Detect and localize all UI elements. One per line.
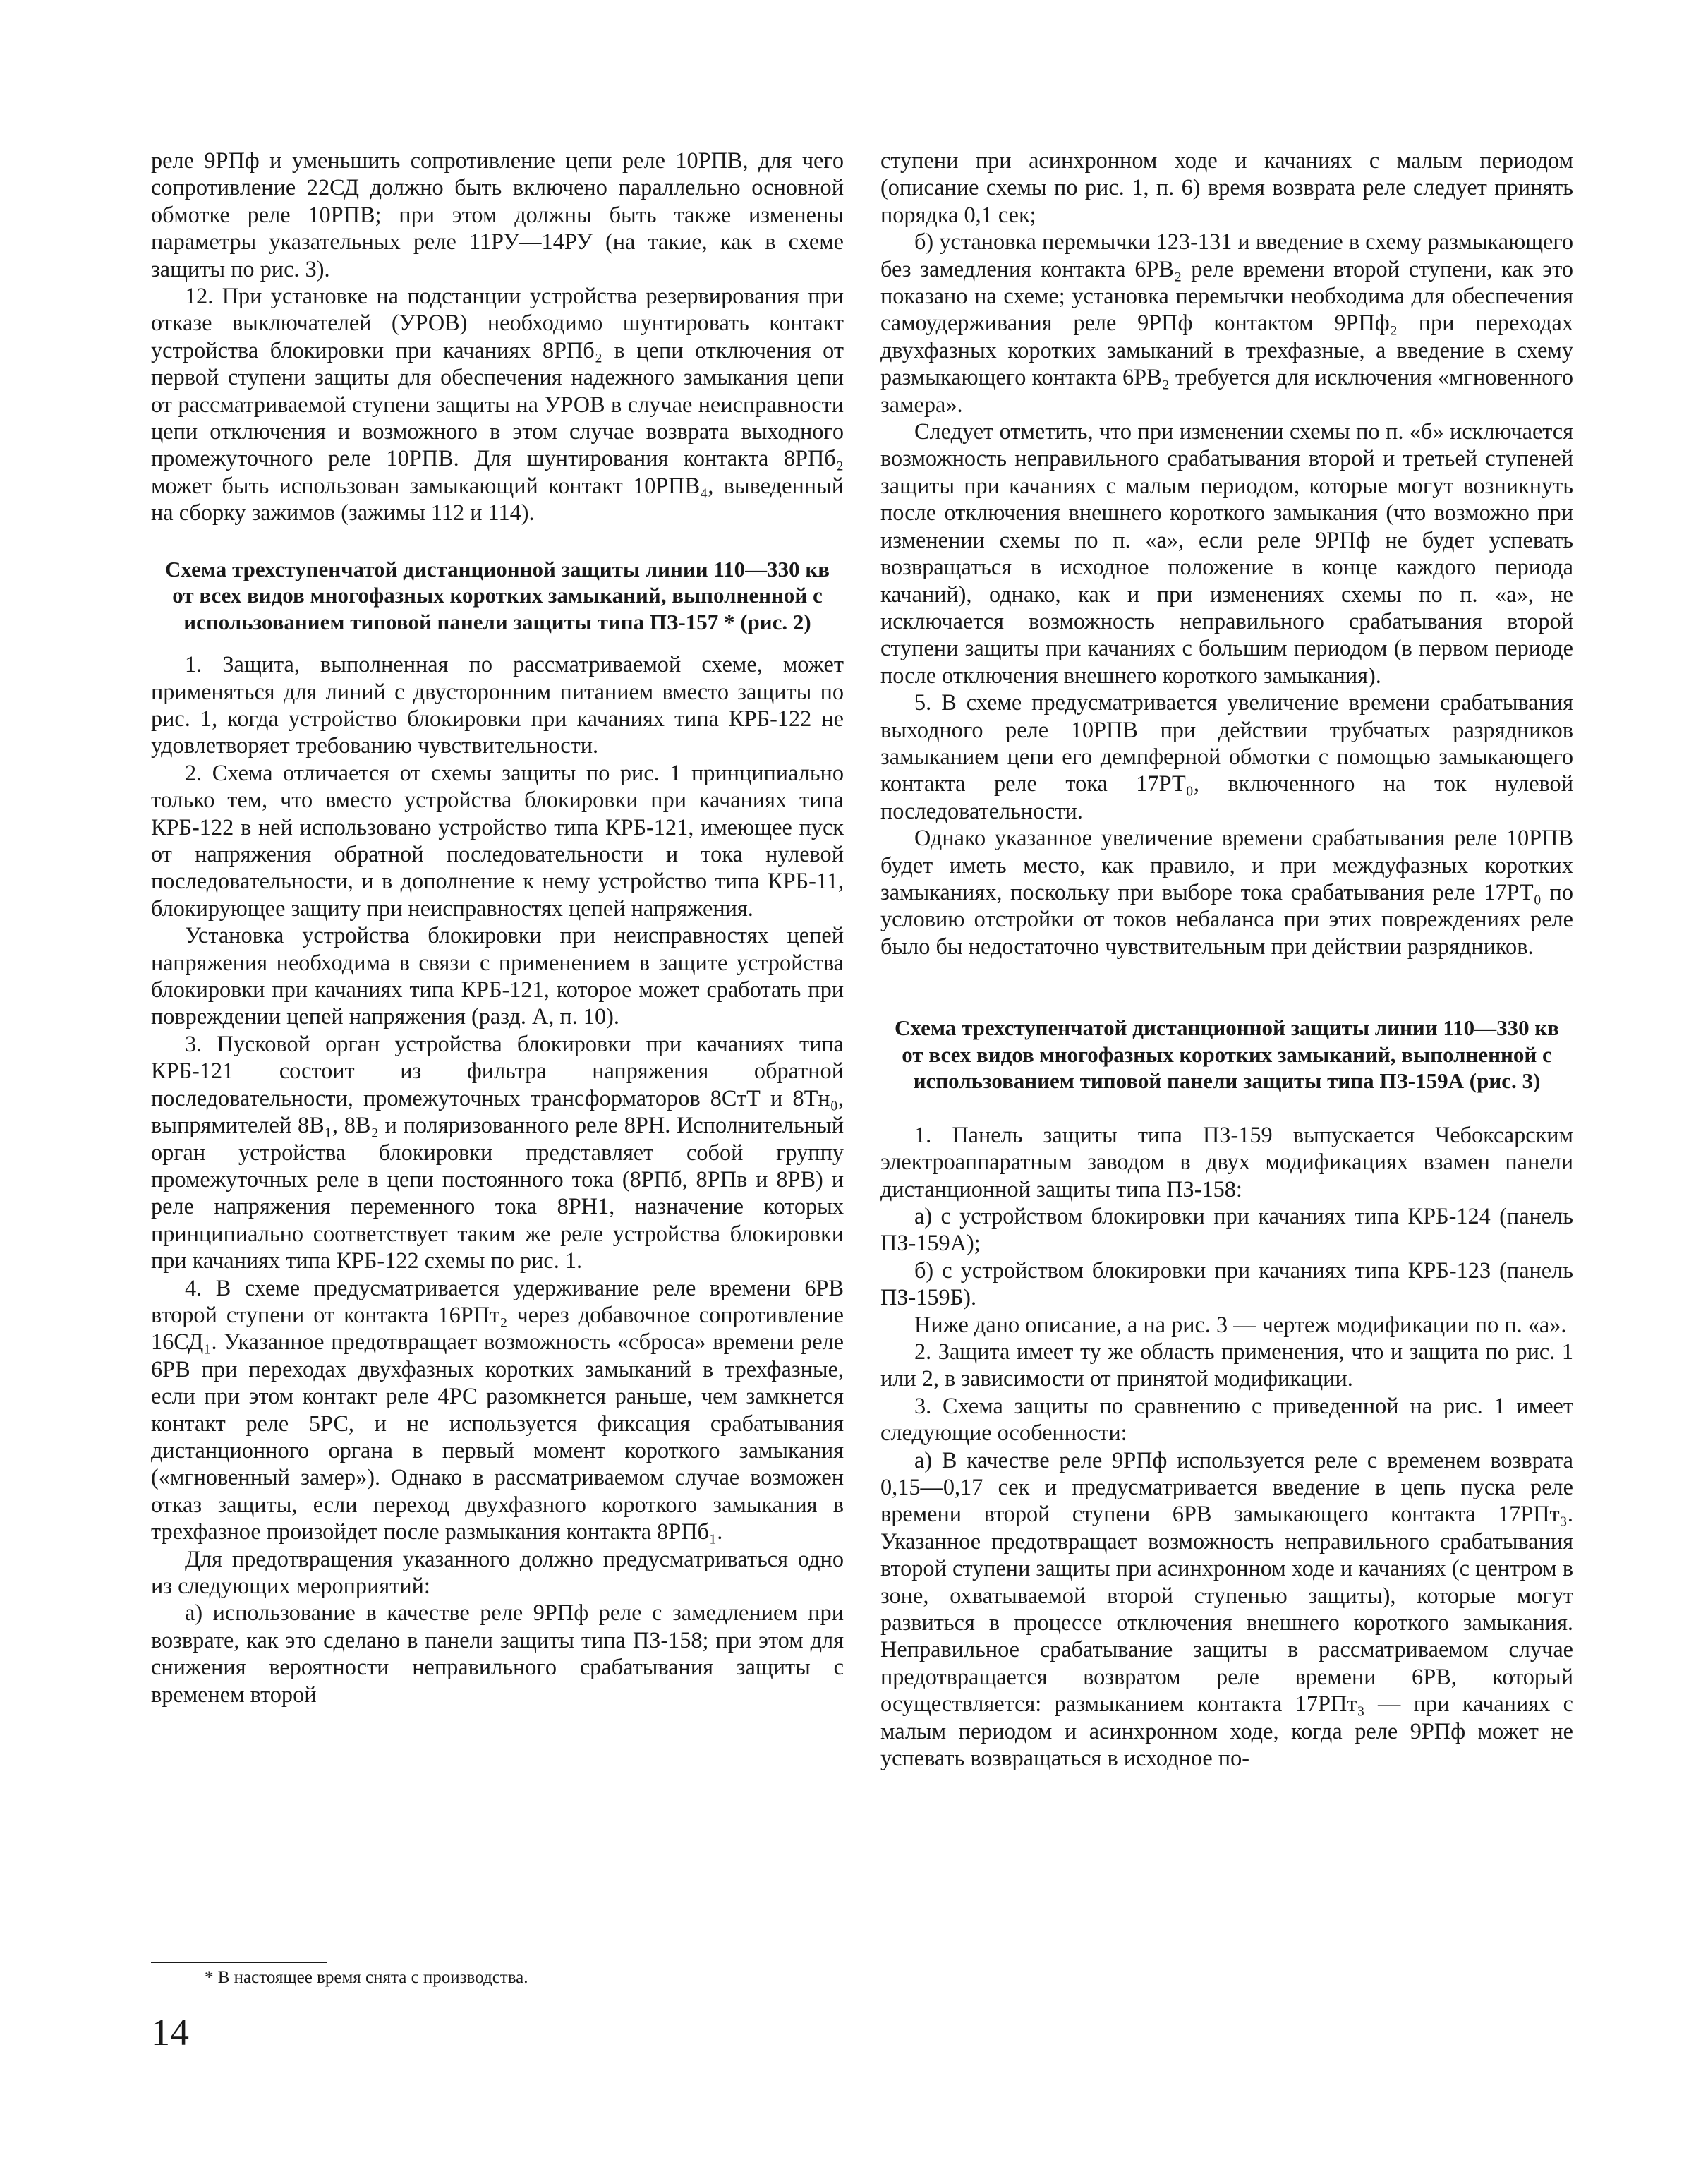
footnote-divider [151,1962,327,1963]
paragraph: 2. Схема отличается от схемы защиты по рис. 1 принципиально только тем, что вместо устройства блокировки при качаниях типа КРБ-122 в ней использовано устройство типа КРБ-121, имеющее пуск от напряжения обратной последовательности и тока нулевой последовательности, и в дополнение к нему устройство типа КРБ-11, блокирующее защиту при неисправностях цепей напряжения. [151,759,844,921]
paragraph: 12. При установке на подстанции устройства резервирования при отказе выключателей (УРОВ) необходимо шунтировать контакт устройства блокировки при качаниях 8РПб₂ в цепи отключения от первой ступени защиты для обеспечения надежного замыкания цепи от рассматриваемой ступени защиты на УРОВ в случае неисправности цепи отключения и возможного в этом случае возврата выходного промежуточного реле 10РПВ. Для шунтирования контакта 8РПб₂ может быть использован замыкающий контакт 10РПВ₄, выведенный на сборку зажимов (зажимы 112 и 114). [151,283,844,526]
paragraph: б) установка перемычки 123-131 и введение в схему размыкающего без замедления контакта 6РВ₂ реле времени второй ступени, как это показано на схеме; установка перемычки необходима для обеспечения самоудерживания реле 9РПф контактом 9РПф₂ при переходах двухфазных коротких замыканий в трехфазные, а введение в схему размыкающего контакта 6РВ₂ требуется для исключения «мгновенного замера». [880,229,1573,417]
page-number: 14 [151,2011,189,2053]
paragraph: а) использование в качестве реле 9РПф реле с замедлением при возврате, как это сделано в панели защиты типа ПЗ-158; при этом для снижения вероятности неправильного срабатывания защиты с временем второй [151,1600,844,1707]
paragraph: Следует отметить, что при изменении схемы по п. «б» исключается возможность неправильного срабатывания второй и третьей ступеней защиты при качаниях с малым периодом, которые могут возникнуть после отключения внешнего короткого замыкания (что возможно при изменении схемы по п. «а», если реле 9РПф не будет успевать возвращаться в исходное положение в конце каждого периода качаний), однако, как и при изменениях схемы по п. «а», не исключается возможность неправильного срабатывания второй ступени защиты при качаниях с большим периодом (в первом периоде после отключения внешнего короткого замыкания). [880,418,1573,688]
section-heading: Схема трехступенчатой дистанционной защиты линии 110—330 кв от всех видов многофазных коротких замыканий, выполненной с использованием типовой панели защиты типа ПЗ-159А (рис. 3) [894,1015,1560,1094]
paragraph: 3. Схема защиты по сравнению с приведенной на рис. 1 имеет следующие особенности: [880,1392,1573,1446]
paragraph: ступени при асинхронном ходе и качаниях с малым периодом (описание схемы по рис. 1, п. 6) время возврата реле следует принять порядка 0,1 сек; [880,147,1573,227]
paragraph: а) с устройством блокировки при качаниях типа КРБ-124 (панель ПЗ-159А); [880,1202,1573,1256]
paragraph: Ниже дано описание, а на рис. 3 — чертеж модификации по п. «а». [914,1311,1567,1337]
paragraph: 1. Защита, выполненная по рассматриваемой схеме, может применяться для линий с двусторонним питанием вместо защиты по рис. 1, когда устройство блокировки при качаниях типа КРБ-122 не удовлетворяет требованию чувствительности. [151,651,844,759]
paragraph: б) с устройством блокировки при качаниях типа КРБ-123 (панель ПЗ-159Б). [880,1257,1573,1310]
paragraph: 1. Панель защиты типа ПЗ-159 выпускается Чебоксарским электроаппаратным заводом в двух модификациях взамен панели дистанционной защиты типа ПЗ-158: [880,1121,1573,1202]
paragraph: Установка устройства блокировки при неисправностях цепей напряжения необходима в связи с применением в защите устройства блокировки при качаниях типа КРБ-121, которое может сработать при повреждении цепей напряжения (разд. А, п. 10). [151,922,844,1030]
footnote: * В настоящее время снята с производства. [205,1968,528,1987]
section-heading: Схема трехступенчатой дистанционной защиты линии 110—330 кв от всех видов многофазных коротких замыканий, выполненной с использованием типовой панели защиты типа ПЗ-157 * (рис. 2) [164,556,830,634]
right-column [880,147,1573,1771]
paragraph: Для предотвращения указанного должно предусматриваться одно из следующих мероприятий: [151,1545,844,1598]
paragraph: Однако указанное увеличение времени срабатывания реле 10РПВ будет иметь место, как правило, и при междуфазных коротких замыканиях, поскольку при выборе тока срабатывания реле 17РТ₀ по условию отстройки от токов небаланса при этих повреждениях реле было бы недостаточно чувствительным при действии разрядников. [880,825,1573,959]
paragraph: 5. В схеме предусматривается увеличение времени срабатывания выходного реле 10РПВ при действии трубчатых разрядников замыканием цепи его демпферной обмотки с помощью замыкающего контакта реле тока 17РТ₀, включенного на ток нулевой последовательности. [880,689,1573,823]
paragraph: а) В качестве реле 9РПф используется реле с временем возврата 0,15—0,17 сек и предусматривается введение в цепь пуска реле времени второй ступени 6РВ замыкающего контакта 17РПт₃. Указанное предотвращает возможность неправильного срабатывания второй ступени защиты при асинхронном ходе и качаниях (с центром в зоне, охватываемой второй ступенью защиты), которые могут развиться в процессе отключения внешнего короткого замыкания. Неправильное срабатывание защиты в рассматриваемом случае предотвращается возвратом реле времени 6РВ, который осуществляется: размыканием контакта 17РПт₃ — при качаниях с малым периодом и асинхронном ходе, когда реле 9РПф может не успевать возвращаться в исходное по- [880,1447,1573,1771]
paragraph: реле 9РПф и уменьшить сопротивление цепи реле 10РПВ, для чего сопротивление 22СД должно быть включено параллельно основной обмотке реле 10РПВ; при этом должны быть также изменены параметры указательных реле 11РУ—14РУ (на такие, как в схеме защиты по рис. 3). [151,147,844,282]
paragraph: 4. В схеме предусматривается удерживание реле времени 6РВ второй ступени от контакта 16РПт₂ через добавочное сопротивление 16СД₁. Указанное предотвращает возможность «сброса» времени реле 6РВ при переходах двухфазных коротких замыканий в трехфазные, если при этом контакт реле 4РС разомкнется раньше, чем замкнется контакт реле 5РС, и не используется фиксация срабатывания дистанционного органа в первый момент короткого замыкания («мгновенный замер»). Однако в рассматриваемом случае возможен отказ защиты, если переход двухфазного короткого замыкания в трехфазное произойдет после размыкания контакта 8РПб₁. [151,1274,844,1545]
left-column [151,147,844,1708]
paragraph: 3. Пусковой орган устройства блокировки при качаниях типа КРБ-121 состоит из фильтра напряжения обратной последовательности, промежуточных трансформаторов 8СтТ и 8Тн₀, выпрямителей 8В₁, 8В₂ и поляризованного реле 8РН. Исполнительный орган устройства блокировки представляет собой группу промежуточных реле в цепи постоянного тока (8РПб, 8РПв и 8РВ) и реле напряжения переменного тока 8РН1, назначение которых принципиально соответствует таким же реле устройства блокировки при качаниях типа КРБ-122 схемы по рис. 1. [151,1030,844,1274]
paragraph: 2. Защита имеет ту же область применения, что и защита по рис. 1 или 2, в зависимости от принятой модификации. [880,1338,1573,1392]
